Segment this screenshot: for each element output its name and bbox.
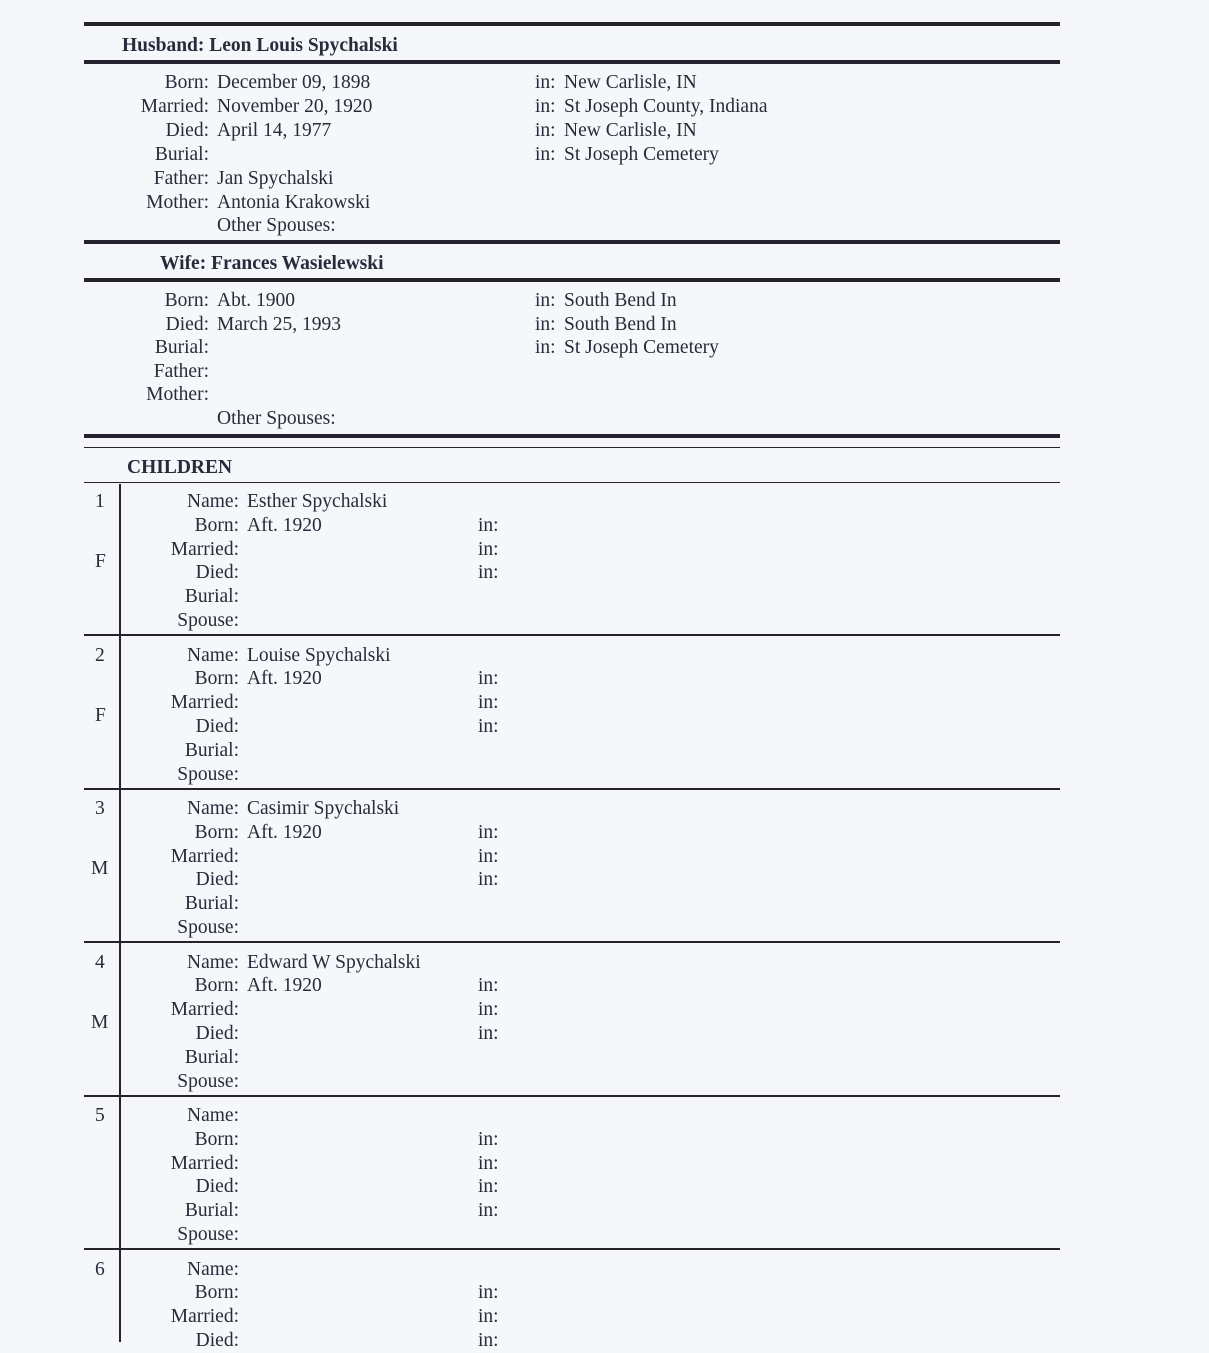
husband-other-spouses: Other Spouses: bbox=[217, 215, 336, 236]
detail-place: St Joseph Cemetery bbox=[564, 144, 719, 165]
child-detail-in-label: in: bbox=[478, 975, 499, 997]
child-detail-in-label: in: bbox=[478, 514, 499, 536]
husband-heading bbox=[122, 34, 398, 58]
child-detail-label: Died: bbox=[195, 1176, 239, 1198]
husband-name: Leon Louis Spychalski bbox=[209, 35, 398, 56]
child-detail-label: Name: bbox=[187, 798, 239, 819]
child-detail-in-label: in: bbox=[478, 999, 499, 1021]
child-detail-label: Born: bbox=[194, 668, 239, 690]
child-detail-in-label: in: bbox=[478, 845, 499, 867]
child-separator-rule bbox=[84, 1248, 1060, 1250]
detail-place: St Joseph Cemetery bbox=[564, 337, 719, 358]
detail-value: December 09, 1898 bbox=[217, 72, 371, 93]
detail-value: November 20, 1920 bbox=[217, 96, 373, 117]
husband-bottom-rule bbox=[84, 60, 1060, 64]
wife-bottom-rule bbox=[84, 278, 1060, 282]
child-detail-label: Spouse: bbox=[177, 1224, 239, 1245]
child-detail-label: Married: bbox=[170, 1306, 239, 1328]
child-detail-in-label: in: bbox=[478, 1306, 499, 1328]
child-sex: M bbox=[91, 858, 109, 879]
child-detail-in-label: in: bbox=[478, 821, 499, 843]
child-sex: F bbox=[95, 704, 106, 726]
child-detail-label: Born: bbox=[194, 514, 239, 536]
detail-in-label: in: bbox=[535, 290, 556, 311]
detail-in-label: in: bbox=[535, 144, 556, 165]
child-detail-label: Name: bbox=[187, 644, 239, 666]
child-detail-label: Married: bbox=[170, 999, 239, 1021]
detail-place: New Carlisle, IN bbox=[564, 120, 697, 141]
child-detail-value: Casimir Spychalski bbox=[247, 798, 400, 819]
child-separator-rule bbox=[84, 941, 1060, 943]
child-detail-label: Died: bbox=[195, 1022, 239, 1044]
wife-heading bbox=[160, 252, 384, 276]
child-detail-label: Born: bbox=[194, 1282, 239, 1304]
detail-label: Burial: bbox=[154, 337, 209, 358]
child-detail-in-label: in: bbox=[478, 562, 499, 584]
child-detail-in-label: in: bbox=[478, 538, 499, 560]
child-detail-label: Married: bbox=[170, 845, 239, 867]
child-detail-value: Esther Spychalski bbox=[247, 491, 388, 512]
detail-place: St Joseph County, Indiana bbox=[564, 96, 768, 117]
child-number: 3 bbox=[95, 798, 105, 819]
children-top-rule bbox=[84, 434, 1060, 438]
child-sex: F bbox=[95, 551, 106, 572]
children-header-bottom-rule bbox=[84, 482, 1060, 483]
detail-in-label: in: bbox=[535, 120, 556, 141]
child-number: 1 bbox=[95, 491, 105, 512]
husband-heading-label: Husband: bbox=[122, 35, 205, 56]
child-detail-label: Burial: bbox=[184, 739, 239, 761]
detail-label: Father: bbox=[153, 168, 209, 189]
detail-value: March 25, 1993 bbox=[217, 313, 342, 335]
child-detail-label: Married: bbox=[170, 538, 239, 560]
child-detail-label: Name: bbox=[187, 491, 239, 512]
child-detail-label: Died: bbox=[195, 715, 239, 737]
detail-in-label: in: bbox=[535, 96, 556, 117]
child-number: 6 bbox=[95, 1258, 105, 1280]
wife-other-spouses: Other Spouses: bbox=[217, 408, 336, 429]
detail-value: April 14, 1977 bbox=[217, 120, 332, 141]
child-detail-in-label: in: bbox=[478, 1282, 499, 1304]
child-detail-label: Name: bbox=[187, 1105, 239, 1126]
child-detail-in-label: in: bbox=[478, 1022, 499, 1044]
detail-value: Jan Spychalski bbox=[217, 168, 334, 189]
child-detail-label: Spouse: bbox=[177, 763, 239, 785]
child-detail-value: Aft. 1920 bbox=[247, 821, 322, 843]
children-heading: CHILDREN bbox=[127, 457, 233, 478]
child-detail-in-label: in: bbox=[478, 1152, 499, 1174]
child-detail-label: Burial: bbox=[184, 586, 239, 608]
child-detail-label: Born: bbox=[194, 821, 239, 843]
child-detail-in-label: in: bbox=[478, 869, 499, 891]
child-detail-label: Married: bbox=[170, 692, 239, 714]
child-detail-in-label: in: bbox=[478, 715, 499, 737]
child-detail-label: Born: bbox=[194, 975, 239, 997]
detail-label: Born: bbox=[164, 290, 209, 311]
detail-label: Mother: bbox=[146, 192, 209, 213]
child-detail-label: Spouse: bbox=[177, 1070, 239, 1092]
child-detail-in-label: in: bbox=[478, 1329, 499, 1351]
child-detail-value: Aft. 1920 bbox=[247, 668, 322, 690]
child-separator-rule bbox=[84, 634, 1060, 636]
wife-heading-label: Wife: bbox=[160, 253, 207, 274]
detail-place: South Bend In bbox=[564, 290, 677, 311]
child-detail-label: Burial: bbox=[184, 893, 239, 915]
detail-label: Died: bbox=[165, 313, 209, 335]
child-detail-value: Louise Spychalski bbox=[247, 644, 391, 666]
child-separator-rule bbox=[84, 788, 1060, 790]
child-detail-label: Name: bbox=[187, 951, 239, 973]
child-detail-label: Burial: bbox=[184, 1200, 239, 1222]
child-detail-label: Burial: bbox=[184, 1046, 239, 1068]
child-number: 5 bbox=[95, 1105, 105, 1126]
detail-label: Born: bbox=[164, 72, 209, 93]
child-sex: M bbox=[91, 1011, 109, 1033]
child-detail-label: Spouse: bbox=[177, 917, 239, 938]
child-detail-in-label: in: bbox=[478, 668, 499, 690]
child-detail-label: Died: bbox=[195, 1329, 239, 1351]
detail-label: Married: bbox=[140, 96, 209, 117]
child-number: 4 bbox=[95, 951, 105, 973]
detail-in-label: in: bbox=[535, 313, 556, 335]
child-detail-in-label: in: bbox=[478, 692, 499, 714]
detail-place: New Carlisle, IN bbox=[564, 72, 697, 93]
detail-label: Mother: bbox=[146, 384, 209, 405]
child-detail-in-label: in: bbox=[478, 1200, 499, 1222]
child-detail-value: Edward W Spychalski bbox=[247, 951, 421, 973]
child-detail-label: Name: bbox=[187, 1258, 239, 1280]
child-detail-label: Died: bbox=[195, 869, 239, 891]
children-heading-rule bbox=[84, 447, 1060, 448]
child-detail-value: Aft. 1920 bbox=[247, 514, 322, 536]
detail-place: South Bend In bbox=[564, 313, 677, 335]
detail-label: Burial: bbox=[154, 144, 209, 165]
child-detail-label: Spouse: bbox=[177, 610, 239, 631]
child-detail-value: Aft. 1920 bbox=[247, 975, 322, 997]
detail-label: Died: bbox=[165, 120, 209, 141]
child-detail-label: Married: bbox=[170, 1152, 239, 1174]
wife-name: Frances Wasielewski bbox=[211, 253, 384, 274]
detail-label: Father: bbox=[153, 360, 209, 382]
wife-top-rule bbox=[84, 240, 1060, 244]
child-separator-rule bbox=[84, 1095, 1060, 1097]
husband-top-rule bbox=[84, 22, 1060, 26]
child-detail-in-label: in: bbox=[478, 1176, 499, 1198]
child-detail-label: Born: bbox=[194, 1128, 239, 1150]
detail-value: Abt. 1900 bbox=[217, 290, 295, 311]
child-number: 2 bbox=[95, 644, 105, 666]
child-detail-label: Died: bbox=[195, 562, 239, 584]
detail-in-label: in: bbox=[535, 337, 556, 358]
child-detail-in-label: in: bbox=[478, 1128, 499, 1150]
detail-value: Antonia Krakowski bbox=[217, 192, 371, 213]
detail-in-label: in: bbox=[535, 72, 556, 93]
